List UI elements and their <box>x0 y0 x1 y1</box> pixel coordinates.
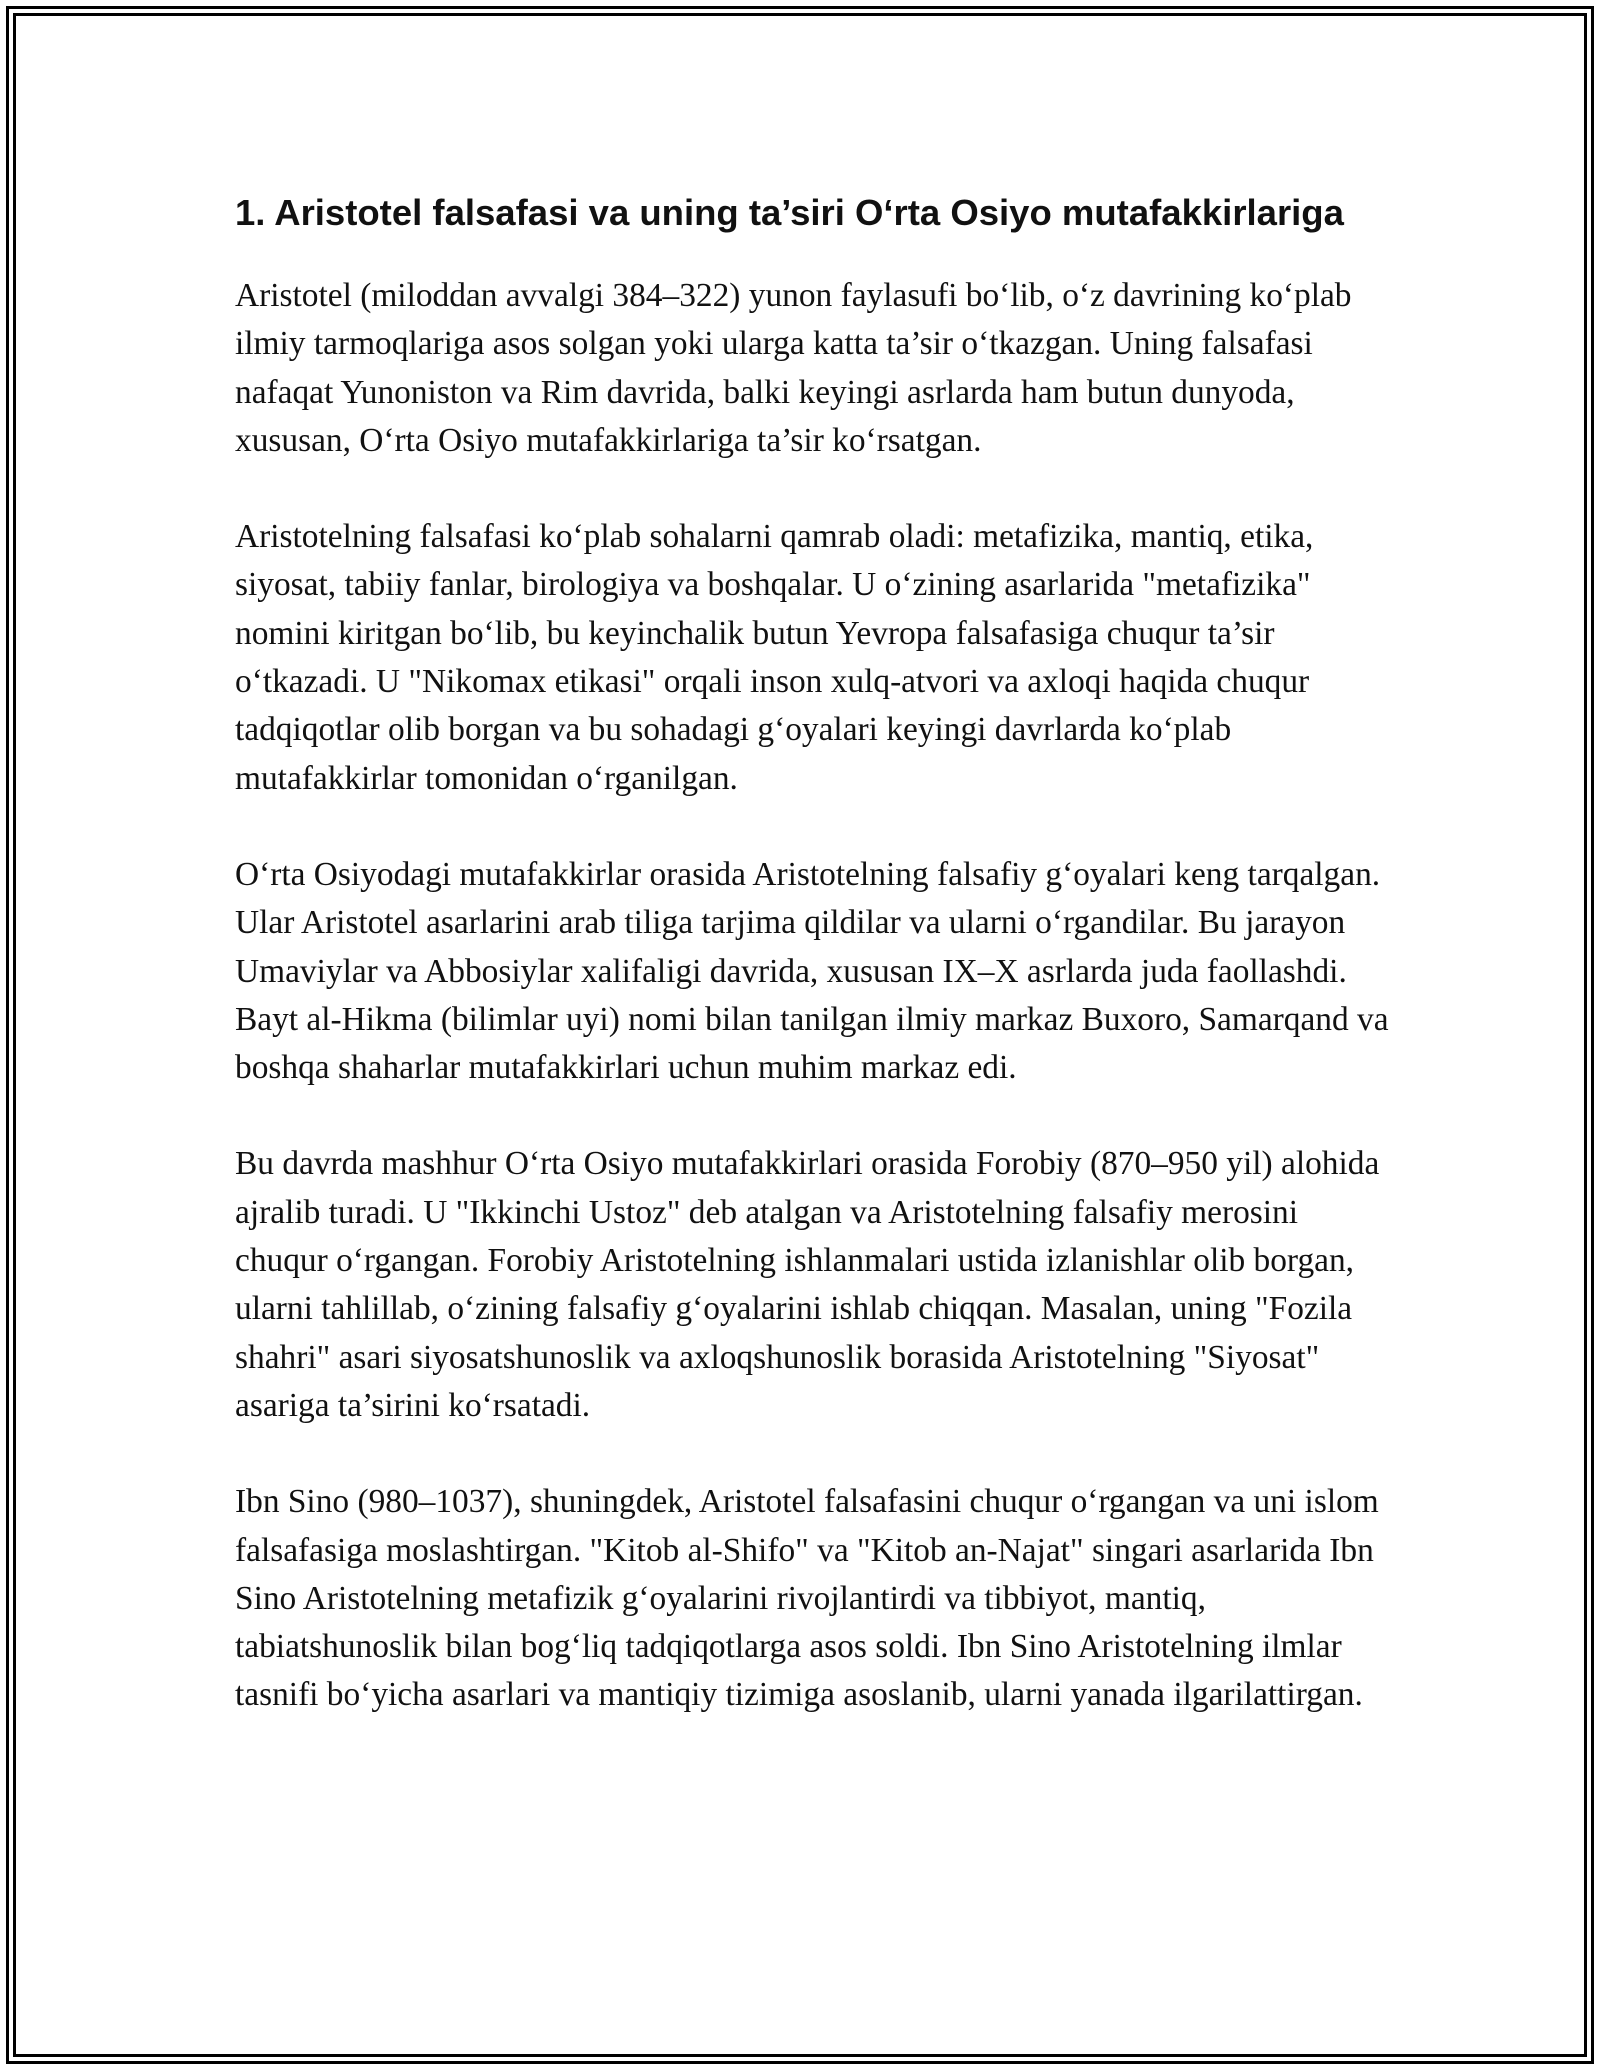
page-title: 1. Aristotel falsafasi va uning ta’siri O‘rta Osiyo mutafakkirlariga <box>235 192 1344 233</box>
document-body <box>235 186 1395 1768</box>
paragraph-intro: Aristotel (miloddan avvalgi 384–322) yunon faylasufi bo‘lib, o‘z davrining ko‘plab ilmiy tarmoqlariga asos solgan yoki ularga katta ta’sir o‘tkazgan. Uning falsafasi nafaqat Yunoniston va Rim davrida, balki keyingi asrlarda ham butun dunyoda, xususan, O‘rta Osiyo mutafakkirlariga ta’sir ko‘rsatgan. <box>235 277 1352 459</box>
paragraph-farabi: Bu davrda mashhur O‘rta Osiyo mutafakkirlari orasida Forobiy (870–950 yil) alohida ajralib turadi. U "Ikkinchi Ustoz" deb atalgan va Aristotelning falsafiy merosini chuqur o‘rgangan. Forobiy Aristotelning ishlanmalari ustida izlanishlar olib borgan, ularni tahlillab, o‘zining falsafiy g‘oyalarini ishlab chiqqan. Masalan, uning "Fozila shahri" asari siyosatshunoslik va axloqshunoslik borasida Aristotelning "Siyosat" asariga ta’sirini ko‘rsatadi. <box>235 1145 1380 1424</box>
paragraph-ibn-sino: Ibn Sino (980–1037), shuningdek, Aristotel falsafasini chuqur o‘rgangan va uni islom falsafasiga moslashtirgan. "Kitob al-Shifo" va "Kitob an-Najat" singari asarlarida Ibn Sino Aristotelning metafizik g‘oyalarini rivojlantirdi va tibbiyot, mantiq, tabiatshunoslik bilan bog‘liq tadqiqotlarga asos soldi. Ibn Sino Aristotelning ilmlar tasnifi bo‘yicha asarlari va mantiqiy tizimiga asoslanib, ularni yanada ilgarilattirgan. <box>235 1483 1379 1714</box>
paragraph-philosophy-scope: Aristotelning falsafasi ko‘plab sohalarni qamrab oladi: metafizika, mantiq, etika, siyosat, tabiiy fanlar, birologiya va boshqalar. U o‘zining asarlarida "metafizika" nomini kiritgan bo‘lib, bu keyinchalik butun Yevropa falsafasiga chuqur ta’sir o‘tkazadi. U "Nikomax etikasi" orqali inson xulq-atvori va axloqi haqida chuqur tadqiqotlar olib borgan va bu sohadagi g‘oyalari keyingi davrlarda ko‘plab mutafakkirlar tomonidan o‘rganilgan. <box>235 518 1314 797</box>
paragraph-central-asia-spread: O‘rta Osiyodagi mutafakkirlar orasida Aristotelning falsafiy g‘oyalari keng tarqalgan. Ular Aristotel asarlarini arab tiliga tarjima qildilar va ularni o‘rgandilar. Bu jarayon Umaviylar va Abbosiylar xalifaligi davrida, xususan IX–X asrlarda juda faollashdi. Bayt al-Hikma (bilimlar uyi) nomi bilan tanilgan ilmiy markaz Buxoro, Samarqand va boshqa shaharlar mutafakkirlari uchun muhim markaz edi. <box>235 855 1389 1087</box>
